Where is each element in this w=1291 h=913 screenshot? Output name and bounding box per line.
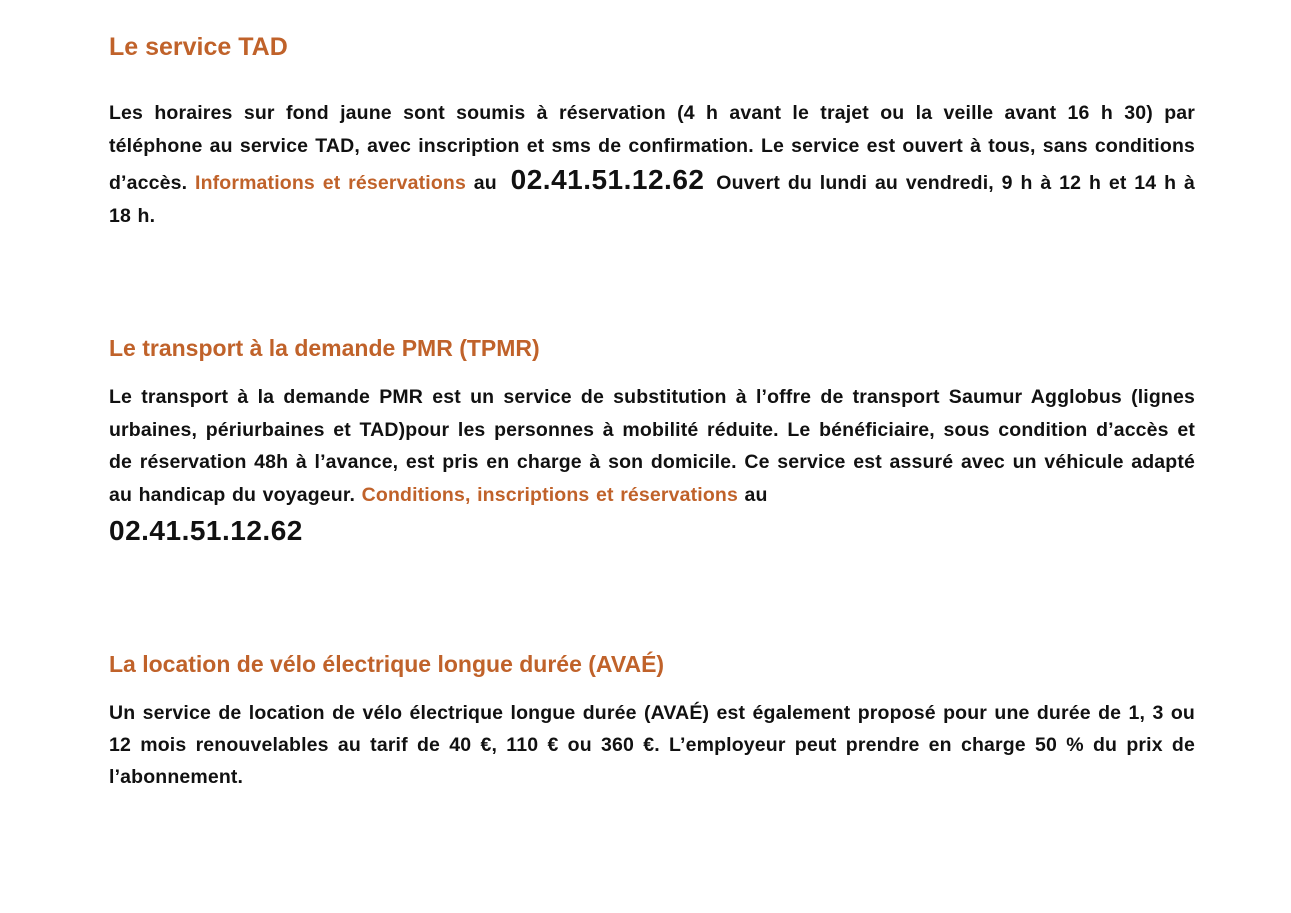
- section-body-tpmr: [109, 381, 1195, 551]
- phone-number[interactable]: 02.41.51.12.62: [109, 515, 303, 546]
- info-reservations-link[interactable]: Informations et réservations: [195, 172, 466, 194]
- body-text: au: [737, 483, 768, 506]
- section-title-tpmr: Le transport à la demande PMR (TPMR): [109, 335, 540, 361]
- body-text: au: [465, 172, 505, 194]
- body-text: Ouvert du lundi au vendredi, 9 h à 12 h et 14 h à 18 h.: [109, 172, 1195, 227]
- section-title-tad: Le service TAD: [109, 33, 288, 61]
- body-text: Un service de location de vélo électrique longue durée (AVAÉ) est également proposé pour une durée de 1, 3 ou 12 mois renouvelables au tarif de 40 €, 110 € ou 360 €. L’employeur peut prendre en charge 50 % du prix de l’abonnement.: [109, 702, 1195, 788]
- body-text: Les horaires sur fond jaune sont soumis à réservation (4 h avant le trajet ou la veille avant 16 h 30) par téléphone au service TAD, avec inscription et sms de confirmation. Le service est ouvert à tous, sans conditions d’accès.: [109, 102, 1195, 194]
- body-text: Le transport à la demande PMR est un service de substitution à l’offre de transport Saumur Agglobus (lignes urbaines, périurbaines et TAD)pour les personnes à mobilité réduite. Le bénéficiaire, sous condition d’accès et de réservation 48h à l’avance, est pris en charge à son domicile. Ce service est assuré avec un véhicule adapté au handicap du voyageur.: [109, 386, 1195, 506]
- section-body-tad: [109, 97, 1195, 233]
- section-body-avae: [109, 697, 1195, 793]
- conditions-reservations-link[interactable]: Conditions, inscriptions et réservations: [361, 483, 738, 506]
- section-title-avae: La location de vélo électrique longue durée (AVAÉ): [109, 651, 665, 677]
- phone-number[interactable]: 02.41.51.12.62: [510, 164, 705, 195]
